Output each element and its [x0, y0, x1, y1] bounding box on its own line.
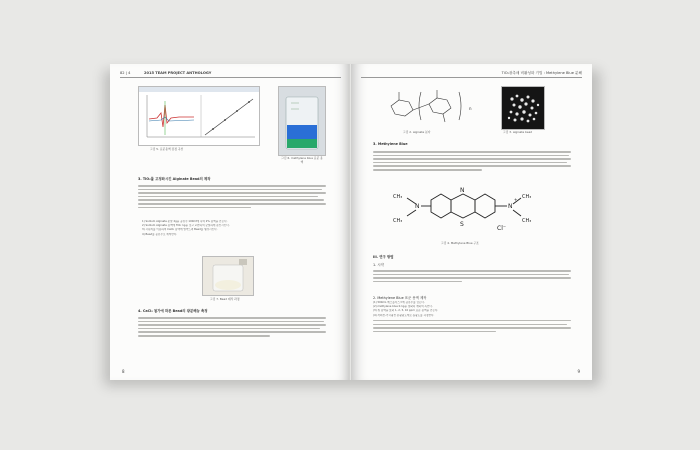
right-page — [351, 64, 592, 380]
mb-n-left: N — [415, 203, 420, 210]
left-header-rule — [120, 77, 341, 78]
standard-solution-steps — [373, 301, 571, 334]
figure-mb-caption: 그림 4. Methylene Blue 구조 — [441, 241, 479, 245]
left-page — [110, 64, 351, 380]
section-4-paragraph — [138, 315, 326, 339]
reagents-paragraph — [373, 268, 571, 284]
procedure-step: 2) Sodium Alginate 용액에 TiO₂ 1g을 넣고 교반하여 균일하게 분산시킨다. — [142, 224, 230, 228]
right-header-title: TiO₂광촉매 비활성화 기법 : Methylene Blue 분해 — [501, 71, 582, 75]
methylene-blue-paragraph — [373, 149, 571, 173]
figure-bead-caption: 그림 7. Bead 제작 과정 — [210, 297, 240, 301]
figure-bead-production-photo — [202, 256, 254, 296]
figure-calibration-caption: 그림 5. 표준용액 검정 곡선 — [150, 147, 184, 151]
figure-alginate-caption: 그림 2. alginate 분자 — [403, 130, 431, 134]
left-header-page-ref: 82 | 4 — [120, 71, 131, 75]
alginate-structure-graphic — [381, 86, 491, 126]
reagents-subtitle: 1. 시약 — [373, 263, 384, 267]
figure-alginate-structure — [381, 86, 491, 126]
beaker-graphic — [279, 87, 325, 155]
bead-production-graphic — [203, 257, 253, 295]
figure-methylene-blue-structure — [391, 182, 556, 237]
section-4-title: 4. CaCl₂ 첨가에 따른 Bead의 광분해능 측정 — [138, 309, 208, 313]
mb-ch3-4: CH₃ — [522, 218, 532, 224]
section-3-paragraph — [138, 183, 326, 210]
left-header-title: 2015 TEAM PROJECT ANTHOLOGY — [144, 71, 212, 75]
mb-sulfur: S — [460, 221, 464, 228]
calibration-chart-graphic — [139, 87, 259, 145]
mb-plus: + — [514, 197, 518, 202]
methylene-blue-title: 3. Methylene Blue — [373, 142, 408, 146]
bead-photo-graphic — [502, 87, 544, 129]
left-page-number: 8 — [122, 369, 125, 374]
figure-beaker-photo — [278, 86, 326, 156]
procedure-step: 3) 시린지를 이용하여 CaCl₂ 용액에 떨어뜨려 Bead를 형성시킨다. — [142, 228, 218, 232]
procedure-step: 1) Sodium Alginate 분말 2g을 증류수 100ml에 녹여 2% 용액을 만든다. — [142, 220, 228, 223]
mb-ch3-2: CH₃ — [393, 218, 403, 224]
methylene-blue-structure-graphic — [391, 182, 556, 237]
mb-n-right: N — [508, 203, 513, 210]
standard-solution-subtitle: 2. Methylene Blue 표준 용액 제작 — [373, 296, 427, 300]
right-page-number: 9 — [577, 369, 580, 374]
mb-ch3-1: CH₃ — [393, 194, 403, 200]
section-3-title: 3. TiO₂를 고정화시킨 Alginate Bead의 제작 — [138, 177, 211, 181]
mb-chloride: Cl⁻ — [497, 225, 507, 232]
solution-step: (3) 위 용액을 묽혀 1, 2, 5, 10 ppm 표준 용액을 만든다. — [373, 309, 439, 313]
figure-bead-photo — [501, 86, 545, 130]
methods-title: III. 연구 방법 — [373, 255, 394, 259]
mb-n-mid: N — [460, 187, 465, 194]
procedure-step: 4) Bead를 증류수로 세척한다. — [142, 232, 178, 236]
solution-step: (4) 자외선-가시광선 분광광도계로 흡광도를 측정한다. — [373, 313, 435, 317]
right-header-rule — [361, 77, 582, 78]
figure-beaker-caption: 그림 6. methylene blue 표준 용액 — [281, 156, 323, 164]
solution-step: (1) 500mL 메스플라스크에 증류수를 넣는다. — [373, 301, 425, 304]
procedure-steps — [142, 220, 322, 237]
mb-ch3-3: CH₃ — [522, 194, 532, 200]
svg-text:n: n — [469, 106, 472, 111]
solution-step: (2) methylene blue 0.1g을 정확히 취하여 녹인다. — [373, 305, 433, 309]
figure-bead-photo-caption: 그림 3. alginate bead — [503, 130, 533, 134]
figure-calibration-chart — [138, 86, 260, 146]
